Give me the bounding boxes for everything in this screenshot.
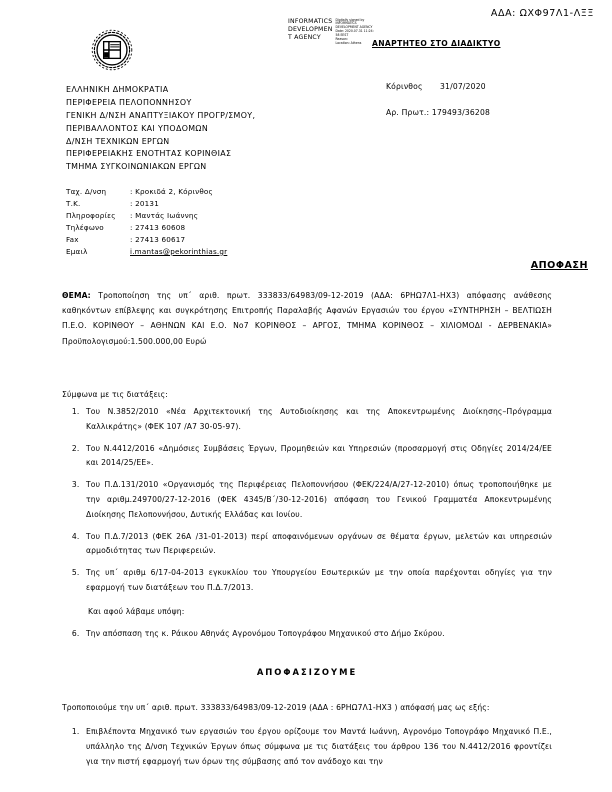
contact-value: : 27413 60608 [130,222,186,232]
org-line: ΓΕΝΙΚΗ Δ/ΝΣΗ ΑΝΑΠΤΥΞΙΑΚΟΥ ΠΡΟΓΡ/ΣΜΟΥ, [66,110,256,120]
org-line: ΠΕΡΙΦΕΡΕΙΑ ΠΕΛΟΠΟΝΝΗΣΟΥ [66,97,192,107]
org-line: ΠΕΡΙΒΑΛΛΟΝΤΟΣ ΚΑΙ ΥΠΟΔΟΜΩΝ [66,123,209,133]
decision-items-list [62,725,552,769]
ada-identifier: ΑΔΑ: ΩΧΦ97Λ1-ΛΞΞ [490,8,594,19]
list-item: 2. Του Ν.4412/2016 «Δημόσιες Συμβάσεις Έργων, Προμηθειών και Υπηρεσιών (προσαρμογή στις Οδηγίες 2014/24/ΕΕ και 2014/25/ΕΕ». [82,442,552,472]
contact-row [66,186,227,198]
org-line: ΕΛΛΗΝΙΚΗ ΔΗΜΟΚΡΑΤΙΑ [66,85,169,94]
org-line: Δ/ΝΣΗ ΤΕΧΝΙΚΩΝ ΕΡΓΩΝ [66,136,170,146]
signature-details: Digitally signed by INFORMATICS DEVELOPMENT AGENCY Date: 2020.07.31 11:24: 58 EEST Reason: Location: Athens [335,17,374,45]
protocol-label: Αρ. Πρωτ.: [386,108,430,117]
contact-value: : 27413 60617 [130,234,186,244]
contact-label: Fax [66,234,79,244]
contact-row [66,210,227,222]
list-item: 5. Της υπ΄ αριθμ 6/17-04-2013 εγκυκλίου του Υπουργείου Εσωτερικών με την οποία παρέχονται οδηγίες για την εφαρμογή των διατάξεων του Π.Δ.7/2013. [82,566,552,596]
list-item: 6. Την απόσπαση της κ. Ράικου Αθηνάς Αγρονόμου Τοπογράφου Μηχανικού στο Δήμο Σκύρου. [82,627,552,642]
contact-details [66,186,227,258]
list-item: 4. Του Π.Δ.7/2013 (ΦΕΚ 26Α /31-01-2013) περί αποφαινόμενων οργάνων σε θέματα έργων, μελετών και υπηρεσιών αρμοδιότητας των Περιφερειών. [82,530,552,560]
protocol-line [386,108,490,117]
hellenic-republic-emblem-icon [90,28,134,72]
contact-label: Πληροφορίες [66,210,116,220]
signature-agency-name: INFORMATICS DEVELOPMEN T AGENCY [288,18,333,41]
protocol-number: 179493/36208 [431,108,491,117]
subject-text: Τροποποίηση της υπ΄ αριθ. πρωτ. 333833/64983/09-12-2019 (ΑΔΑ: 6ΡΗΩ7Λ1-ΗΧ3) απόφασης ανάθεσης καθηκόντων επίβλεψης και συγκρότησης Επιτροπής Παραλαβής Αφανών Εργασιών του έργου «ΣΥΝΤΗΡΗΣΗ – ΒΕΛΤΙΩΣΗ Π.Ε.Ο. ΚΟΡΙΝΘΟΥ – ΑΘΗΝΩΝ ΚΑΙ Ε.Ο. Νο7 ΚΟΡΙΝΘΟΣ – ΑΡΓΟΣ, ΤΜΗΜΑ ΚΟΡΙΝΘΟΣ – ΧΙΛΙΟΜΟΔΙ - ΔΕΡΒΕΝΑΚΙΑ» Προϋπολογισμού:1.500.000,00 Ευρώ [62,291,552,346]
subject-paragraph [62,288,552,349]
subject-label: ΘΕΜΑ: [62,291,91,300]
provisions-intro: Σύμφωνα με τις διατάξεις: [62,390,168,399]
contact-row [66,246,227,258]
document-title: ΑΠΟΦΑΣΗ [530,260,588,271]
contact-label: Τηλέφωνο [66,222,104,232]
amendment-intro: Τροποποιούμε την υπ΄ αριθ. πρωτ. 333833/64983/09-12-2019 (ΑΔΑ : 6ΡΗΩ7Λ1-ΗΧ3 ) απόφασή μας ως εξής: [62,703,490,713]
org-line: ΤΜΗΜΑ ΣΥΓΚΟΙΝΩΝΙΑΚΩΝ ΕΡΓΩΝ [66,162,207,172]
list-item: 1. Επιβλέποντα Μηχανικό των εργασιών του έργου ορίζουμε τον Μαντά Ιωάννη, Αγρονόμο Τοπογράφο Μηχανικό Π.Ε., υπάλληλο της Δ/νση Τεχνικών Έργων όπως σύμφωνα με τις διατάξεις του άρθρου 136 του Ν.4412/2016 φροντίζει για την πιστή εφαρμογή των όρων της σύμβασης από τον ανάδοχο και την [82,725,552,769]
city-label: Κόρινθος [386,82,423,91]
org-line: ΠΕΡΙΦΕΡΕΙΑΚΗΣ ΕΝΟΤΗΤΑΣ ΚΟΡΙΝΘΙΑΣ [66,149,232,159]
document-body [62,390,552,770]
list-item-having-considered [62,605,552,620]
date-line [386,82,486,91]
publication-notice: ΑΝΑΡΤΗΤΕΟ ΣΤΟ ΔΙΑΔΙΚΤΥΟ [372,39,501,48]
organisation-header [66,84,255,174]
contact-label: Τ.Κ. [66,198,81,208]
list-item: 3. Του Π.Δ.131/2010 «Οργανισμός της Περιφέρειας Πελοποννήσου (ΦΕΚ/224/Α/27-12-2010) όπως τροποποιήθηκε με την αριθμ.249700/27-12-2016 (ΦΕΚ 4345/Β΄/30-12-2016) απόφαση του Γενικού Γραμματέα Αποκεντρωμένης Διοίκησης Πελοποννήσου, Δυτικής Ελλάδας και Ιονίου. [82,478,552,522]
digital-signature-stamp [288,18,374,46]
contact-value: : Μαντάς Ιωάννης [130,210,199,220]
having-considered-text: Και αφού λάβαμε υπόψη: [88,606,185,616]
email-link[interactable]: i.mantas@pekorinthias.gr [130,246,228,256]
contact-value: : 20131 [130,198,159,208]
list-item: 1. Του Ν.3852/2010 «Νέα Αρχιτεκτονική της Αυτοδιοίκησης και της Αποκεντρωμένης Διοίκησης–Πρόγραμμα Καλλικράτης» (ΦΕΚ 107 /Α7 30-05-97). [82,405,552,435]
legal-provisions-list [62,405,552,641]
date-value: 31/07/2020 [440,82,486,91]
contact-row [66,234,227,246]
contact-row [66,198,227,210]
contact-value: : Κροκιδά 2, Κόρινθος [130,187,213,196]
contact-label: Εμαιλ [66,246,88,256]
contact-row [66,222,227,234]
decision-heading: ΑΠΟΦΑΣΙΖΟΥΜΕ [256,667,358,678]
contact-label: Ταχ. Δ/νση [66,187,107,196]
